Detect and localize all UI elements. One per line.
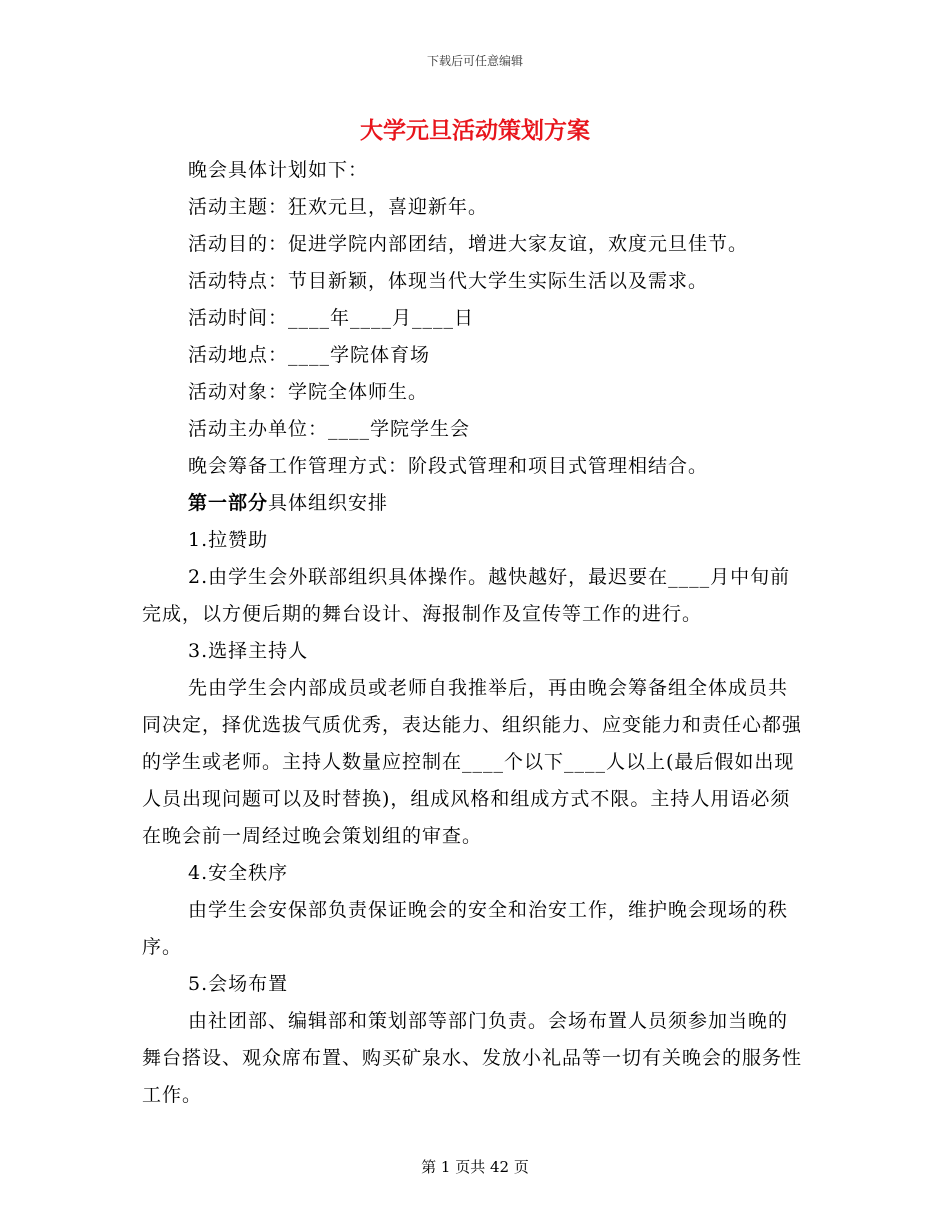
page-header: 下载后可任意编辑 [426, 54, 523, 68]
document-body [142, 152, 802, 1114]
document-title: 大学元旦活动策划方案 [360, 118, 590, 144]
item-4-heading: 4.安全秩序 [188, 862, 289, 884]
item-3-heading: 3.选择主持人 [188, 640, 309, 662]
item-2-paragraph: 2.由学生会外联部组织具体操作。越快越好，最迟要在____月中旬前完成，以方便后期的舞台设计、海报制作及宣传等工作的进行。 [142, 566, 791, 625]
management-method: 晚会筹备工作管理方式：阶段式管理和项目式管理相结合。 [188, 455, 709, 477]
item-1-heading: 1.拉赞助 [188, 529, 269, 551]
activity-time: 活动时间：____年____月____日 [188, 307, 475, 329]
section-heading [142, 485, 802, 522]
section-heading-rest: 具体组织安排 [268, 492, 389, 514]
activity-theme: 活动主题：狂欢元旦，喜迎新年。 [188, 196, 489, 218]
page-footer: 第 1 页共 42 页 [421, 1158, 529, 1176]
activity-organizer: 活动主办单位：____学院学生会 [188, 418, 471, 440]
activity-location: 活动地点：____学院体育场 [188, 344, 431, 366]
plan-intro: 晚会具体计划如下： [188, 159, 369, 181]
section-heading-bold: 第一部分 [188, 492, 269, 514]
item-5-paragraph: 由社团部、编辑部和策划部等部门负责。会场布置人员须参加当晚的舞台搭设、观众席布置、购买矿泉水、发放小礼品等一切有关晚会的服务性工作。 [142, 1010, 803, 1106]
activity-purpose: 活动目的：促进学院内部团结，增进大家友谊，欢度元旦佳节。 [188, 233, 749, 255]
item-4-paragraph: 由学生会安保部负责保证晚会的安全和治安工作，维护晚会现场的秩序。 [142, 899, 789, 958]
item-5-heading: 5.会场布置 [188, 973, 289, 995]
item-3-paragraph: 先由学生会内部成员或老师自我推举后，再由晚会筹备组全体成员共同决定，择优选拔气质优秀，表达能力、组织能力、应变能力和责任心都强的学生或老师。主持人数量应控制在____个以下____人以上(最后假如出现人员出现问题可以及时替换)，组成风格和组成方式不限。主持人用语必须在晚会前一周经过晚会策划组的审查。 [142, 677, 803, 847]
activity-features: 活动特点：节目新颖，体现当代大学生实际生活以及需求。 [188, 270, 709, 292]
activity-audience: 活动对象：学院全体师生。 [188, 381, 429, 403]
